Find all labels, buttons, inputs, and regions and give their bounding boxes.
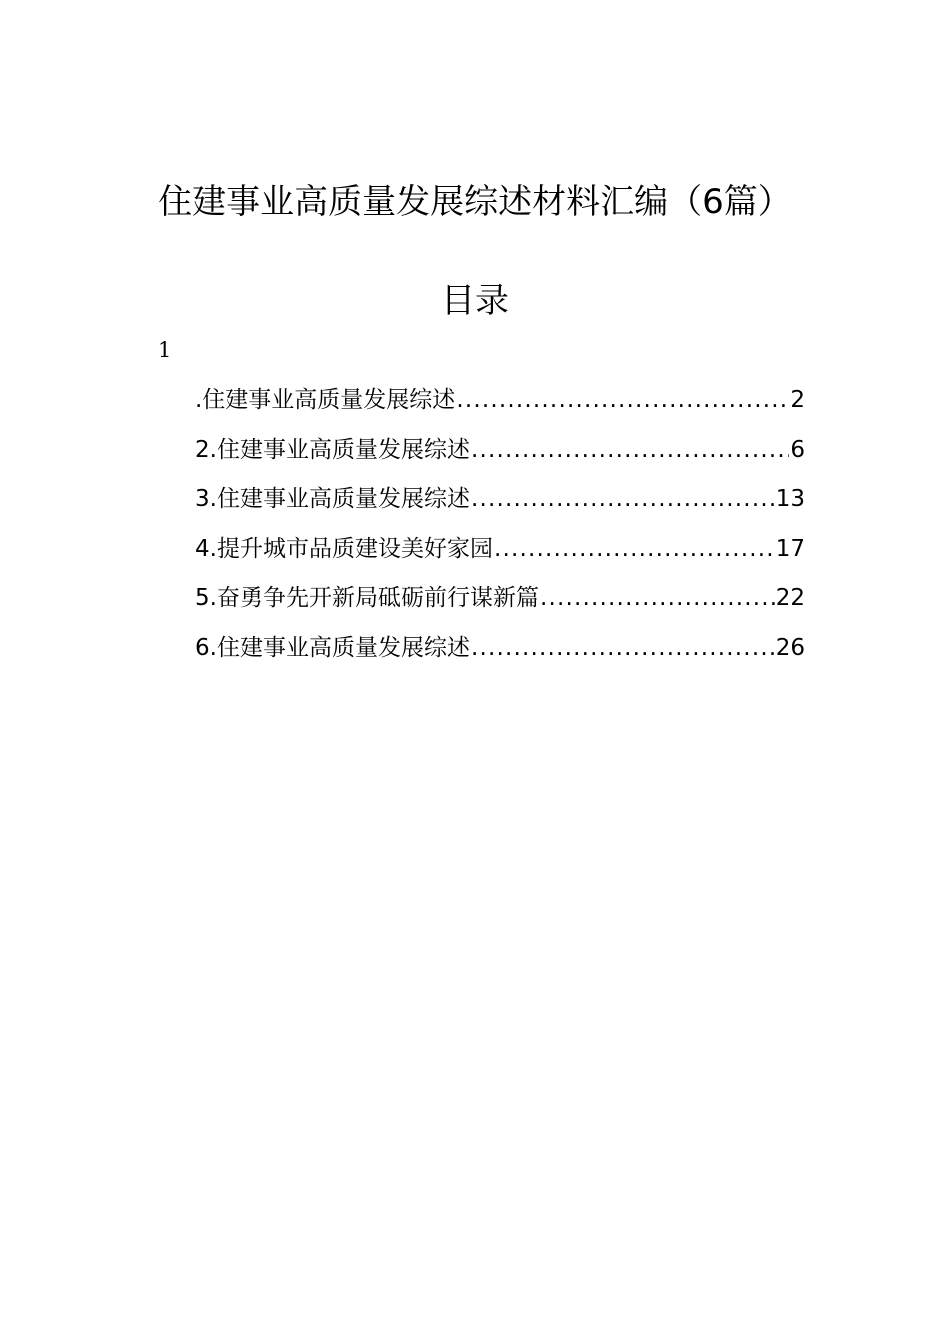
- toc-dot-leader: [471, 479, 775, 519]
- toc-page-number: 22: [775, 585, 805, 612]
- toc-page-number: 6: [790, 436, 805, 463]
- toc-entry-2[interactable]: [195, 430, 805, 480]
- toc-dot-leader: [494, 529, 775, 569]
- toc-entry-5[interactable]: [195, 578, 805, 628]
- toc-entry-title: 5.奋勇争先开新局砥砺前行谋新篇: [195, 585, 539, 612]
- toc-page-number: 2: [790, 387, 805, 413]
- toc-dot-leader: [471, 628, 775, 668]
- toc-dot-leader: [540, 578, 775, 618]
- table-of-contents: [195, 380, 805, 678]
- toc-entry-title: .住建事业高质量发展综述: [195, 387, 456, 413]
- toc-entry-title: 4.提升城市品质建设美好家园: [195, 535, 493, 562]
- toc-entry-title: 6.住建事业高质量发展综述: [195, 634, 470, 661]
- toc-page-number: 13: [775, 486, 805, 513]
- toc-entry-6[interactable]: [195, 628, 805, 678]
- toc-entry-title: 2.住建事业高质量发展综述: [195, 436, 470, 463]
- toc-entry-3[interactable]: [195, 479, 805, 529]
- toc-entry-title: 3.住建事业高质量发展综述: [195, 486, 470, 513]
- toc-heading: 目录: [441, 281, 509, 321]
- toc-entry-1[interactable]: [195, 380, 805, 430]
- stray-number: 1: [158, 338, 172, 362]
- document-title: 住建事业高质量发展综述材料汇编（6篇）: [158, 182, 792, 222]
- toc-entry-4[interactable]: [195, 529, 805, 579]
- toc-page-number: 26: [775, 634, 805, 661]
- toc-dot-leader: [456, 380, 789, 420]
- toc-page-number: 17: [775, 535, 805, 562]
- toc-dot-leader: [471, 430, 789, 470]
